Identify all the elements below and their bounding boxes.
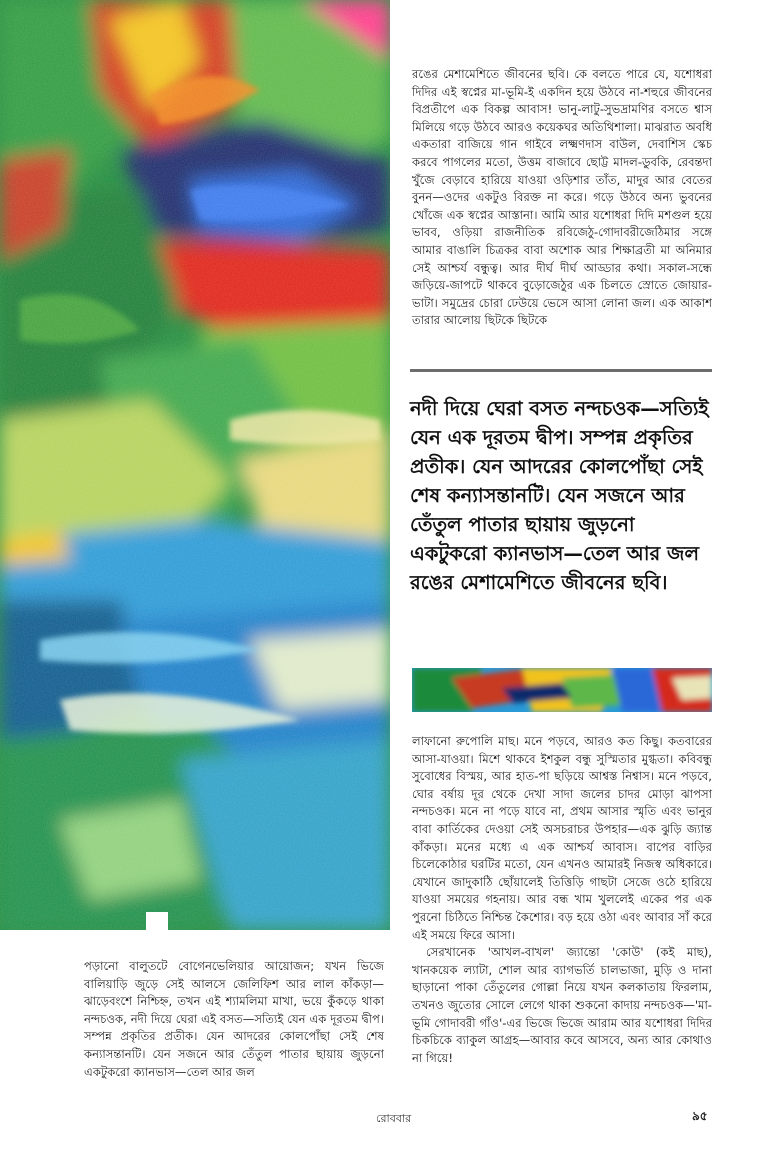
artwork-notch	[146, 912, 168, 932]
paragraph: পড়ানো বালুতটে বোগেনভেলিয়ার আয়োজন; যখন ভিজে বালিয়াড়ি জুড়ে সেই আলসে জেলিফিশ আর লাল কাঁকড়া—ঝাড়েবংশে নিশ্চিহ্ন, তখন এই শ্যামলিমা মাখা, ভয়ে কুঁকড়ে থাকা নন্দচওক, নদী দিয়ে ঘেরা এই বসত—সত্যিই যেন এক দূরতম দ্বীপ। সম্পন্ন প্রকৃতির প্রতীক। যেন আদরের কোলপোঁছা সেই শেষ কন্যাসন্তানটি। যেন সজনে আর তেঁতুল পাতার ছায়ায় জুড়নো একটুকরো ক্যানভাস—তেল আর জল	[84, 959, 384, 1079]
bottom-right-column	[412, 733, 712, 1067]
artwork-main	[0, 0, 390, 930]
publication-name: রোববার	[376, 1112, 412, 1125]
page-number: ৯৫	[692, 1109, 708, 1123]
top-right-column	[412, 66, 712, 330]
divider-rule	[410, 369, 712, 372]
pull-quote: নদী দিয়ে ঘেরা বসত নন্দচওক—সত্যিই যেন এক দূরতম দ্বীপ। সম্পন্ন প্রকৃতির প্রতীক। যেন আদরের কোলপোঁছা সেই শেষ কন্যাসন্তানটি। যেন সজনে আর তেঁতুল পাতার ছায়ায় জুড়নো একটুকরো ক্যানভাস—তেল আর জল রঙের মেশামেশিতে জীবনের ছবি।	[410, 397, 709, 594]
abstract-painting-strip	[412, 668, 712, 712]
paragraph: রঙের মেশামেশিতে জীবনের ছবি। কে বলতে পারে যে, যশোধরা দিদির এই স্বপ্নের মা-ভূমি-ই একদিন হয়ে উঠবে না-শহুরে জীবনের বিপ্রতীপে এক বিকল্প আবাস! ভানু-লাটু-সুভদ্রামণির বসতে শ্বাস মিলিয়ে গড়ে উঠবে আরও কয়েকঘর অতিথিশালা। মাঝরাত অবধি একতারা বাজিয়ে গান গাইবে লক্ষ্মণদাস বাউল, দেবাশিস স্কেচ করবে পাগলের মতো, উত্তম বাজাবে ছোট্ট মাদল-ডুবকি, রেবন্তদা খুঁজে বেড়াবে হারিয়ে যাওয়া ওড়িশার তাঁত, মাদুর আর বেতের বুনন—ওদের একটুও বিরক্ত না করে। গড়ে উঠবে অন্য ভুবনের খোঁজে এক স্বপ্নের আস্তানা। আমি আর যশোধরা দিদি মশগুল হয়ে ভাবব, ওড়িয়া রাজনীতিক রবিজেঠু-গোদাবরীজেঠিমার সঙ্গে আমার বাঙালি চিত্রকর বাবা অশোক আর শিক্ষাব্রতী মা অনিমার সেই আশ্চর্য বন্ধুত্ব। আর দীর্ঘ দীর্ঘ আড্ডার কথা। সকাল-সন্ধে জড়িয়ে-জাপটে থাকবে বুড়োজেঠুর এক চিলতে স্রোতে জোয়ার-ভাটা। সমুদ্রের চোরা ঢেউয়ে ভেসে আসা লোনা জল। এক আকাশ তারার আলোয় ছিটকে ছিটকে	[412, 67, 712, 328]
artwork-strip	[412, 668, 712, 712]
paragraph: সেরখানেক 'আখল-বাখল' জ্যান্তো 'কোউ' (কই মাছ), খানকয়েক ল্যাটা, শোল আর ব্যাগভর্তি চালভাজা, মুড়ি ও দানা ছাড়ানো পাকা তেঁতুলের গোল্লা নিয়ে যখন কলকাতায় ফিরলাম, তখনও জুতোর সোলে লেগে থাকা শুকনো কাদায় নন্দচওক—'মা-ভূমি গোদাবরী গাঁও'-এর ভিজে ভিজে আরাম আর যশোধরা দিদির চিকচিকে ব্যাকুল আগ্রহ—আবার কবে আসবে, অন্য আর কোথাও না গিয়ে!	[412, 945, 712, 1065]
abstract-painting	[0, 0, 390, 930]
bottom-left-column	[84, 958, 384, 1081]
paragraph: লাফানো রুপোলি মাছ। মনে পড়বে, আরও কত কিছু। কতবারের আসা-যাওয়া। মিশে থাকবে ইশকুল বন্ধু সুস্মিতার মুগ্ধতা। কবিবন্ধু সুবোধের বিস্ময়, আর হাত-পা ছড়িয়ে আশ্বস্ত নিশ্বাস। মনে পড়বে, ঘোর বর্ষায় দূর থেকে দেখা সাদা জলের চাদর মোড়া ঝাপসা নন্দচওক। মনে না পড়ে যাবে না, প্রথম আসার স্মৃতি এবং ভানুর বাবা কার্তিকের দেওয়া সেই অসচরাচর উপহার—এক ঝুড়ি জ্যান্ত কাঁকড়া। মনের মধ্যে এ এক আশ্চর্য আবাস। বাপের বাড়ির চিলেকোঠার ঘরটির মতো, যেন এখনও আমারই নিজস্ব অধিকারে। যেখানে জাদুকাঠি ছোঁয়ালেই তিত্তিড়ি গাছটা সেজে ওঠে হারিয়ে যাওয়া সময়ের গহনায়। আর বন্ধ খাম খুললেই একের পর এক পুরনো চিঠিতে নিশ্চিন্ত কৈশোর। বড় হয়ে ওঠা এবং আবার সাঁ করে এই সময়ে ফিরে আসা।	[412, 734, 712, 942]
